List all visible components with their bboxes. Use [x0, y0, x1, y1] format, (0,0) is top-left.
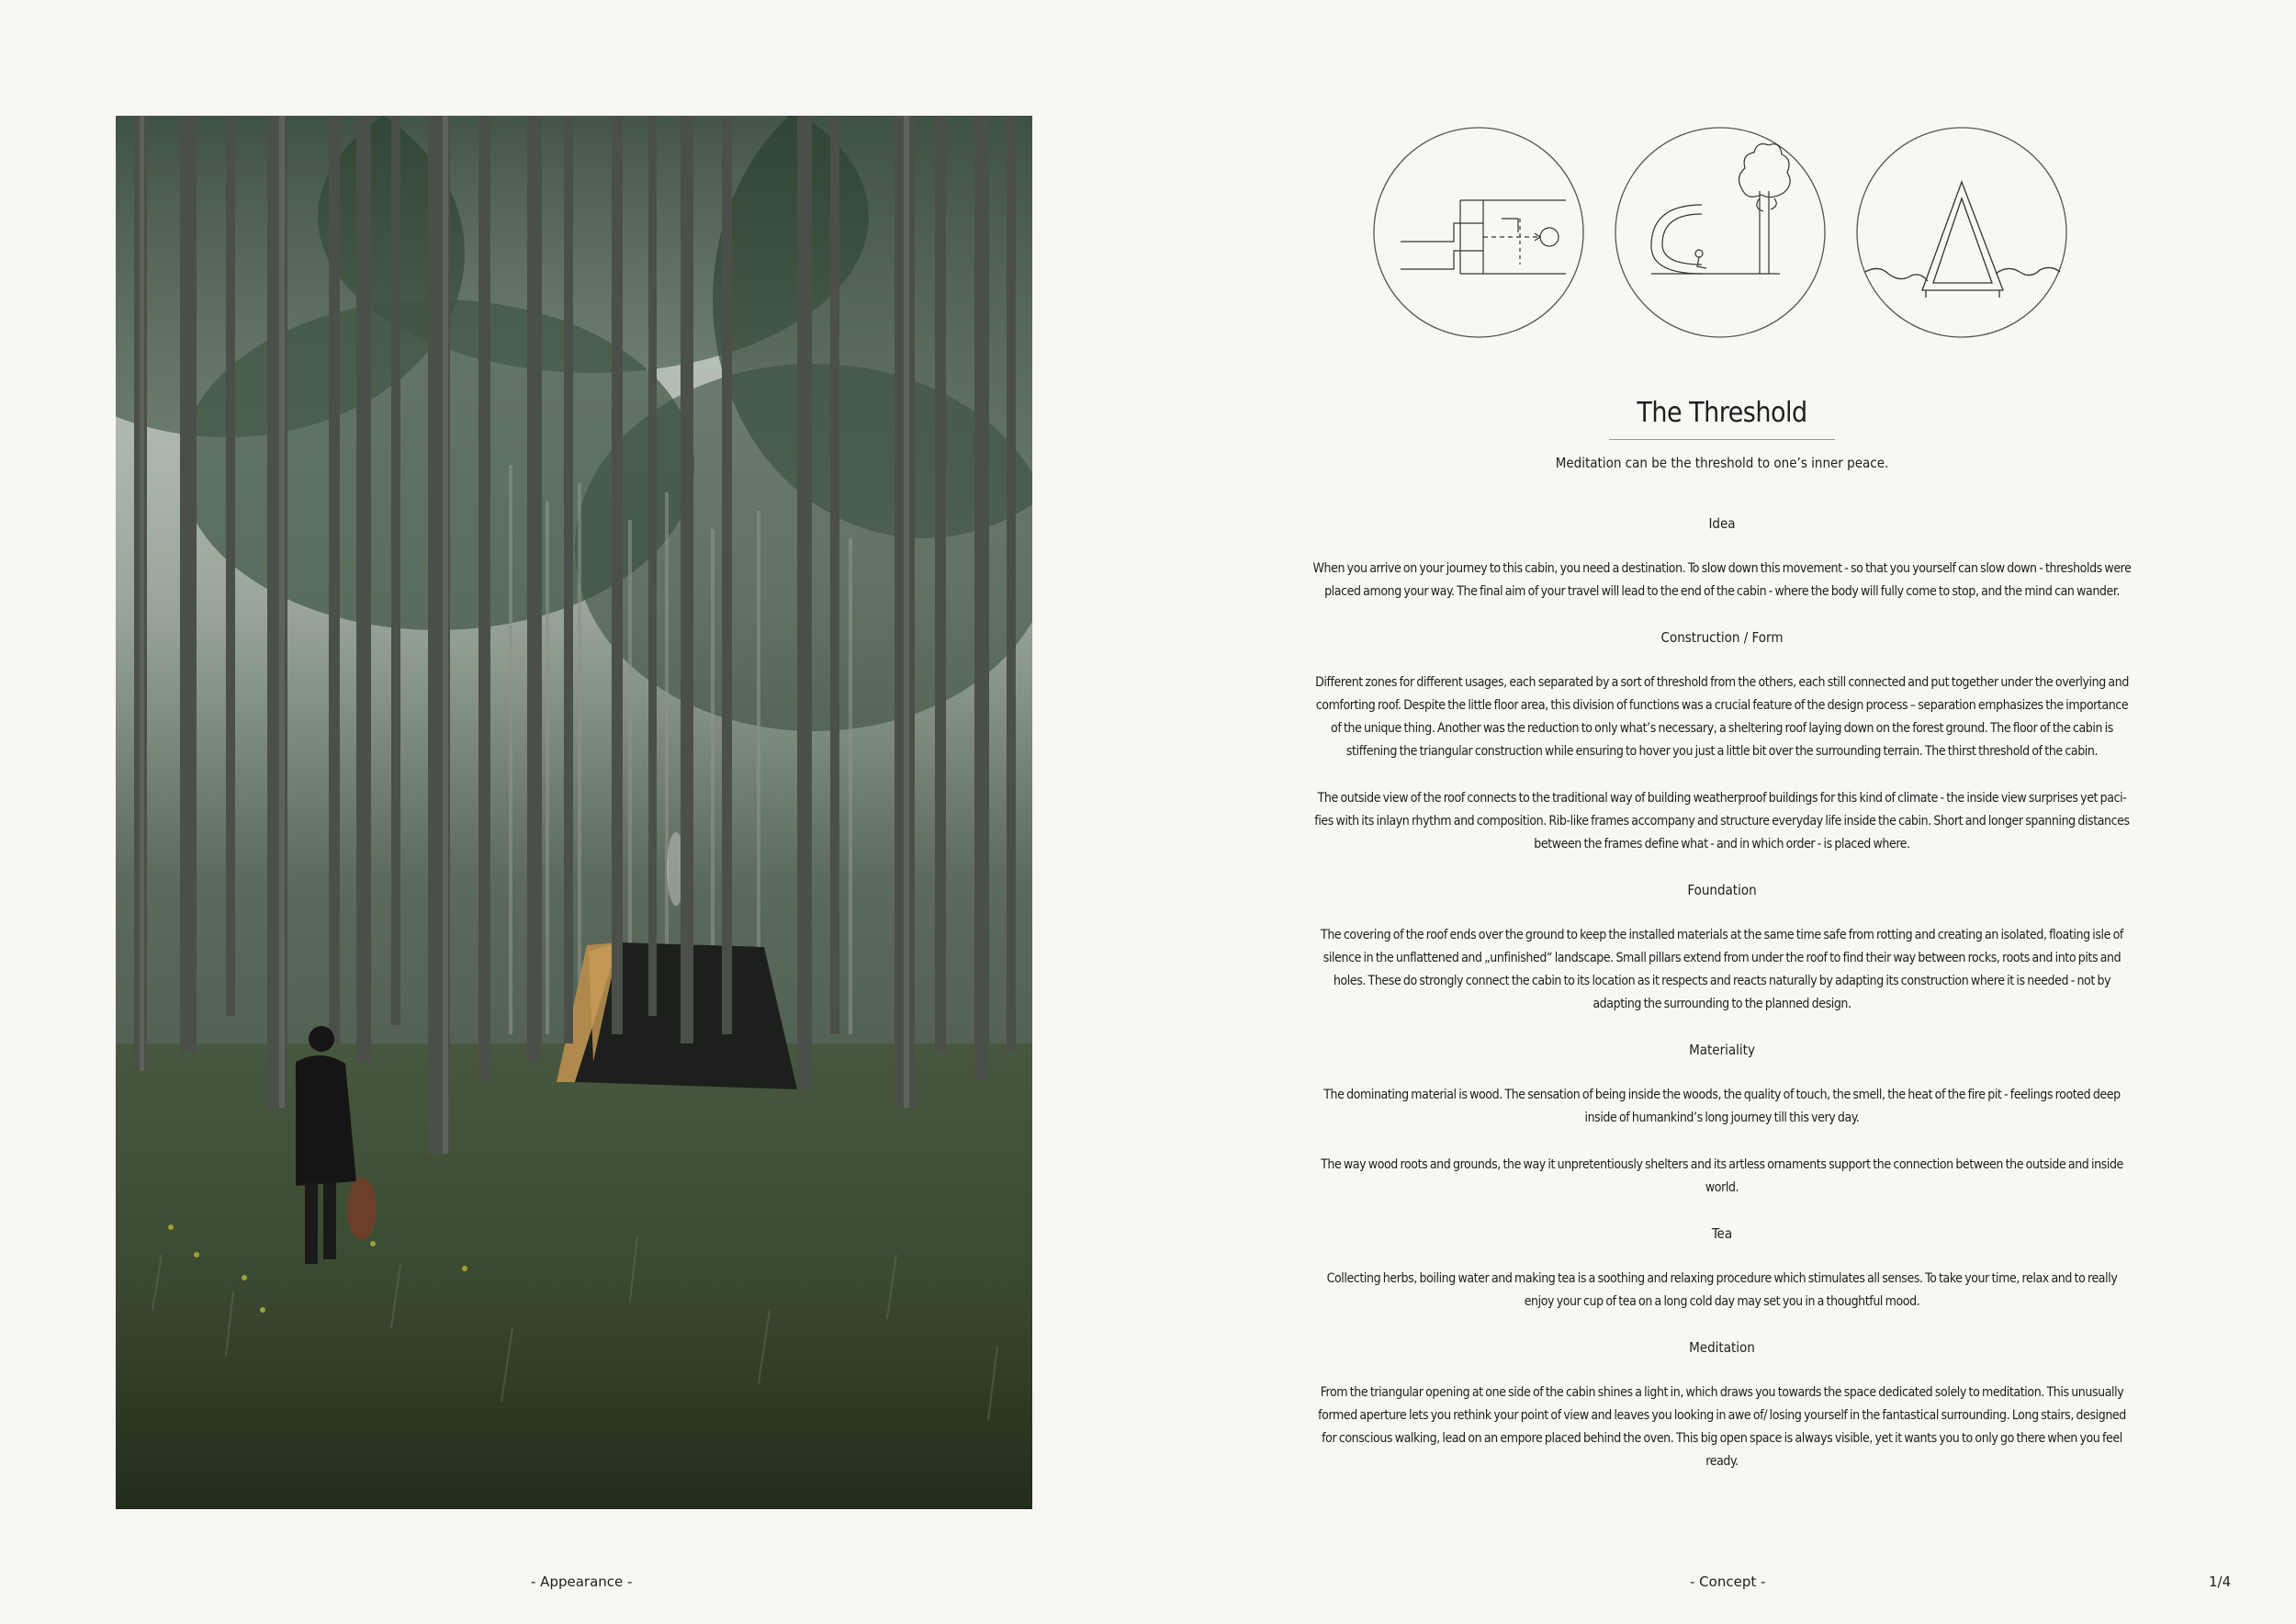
section-heading: Construction / Form [1660, 629, 1784, 646]
forest-cabin-photo [116, 116, 1032, 1509]
section-paragraph: Different zones for different usages, each separated by a sort of threshold from the others, each still connected and put together under the overlying and comforting roof. Despite the little floor area, this division of functions was a crucial feature of the design process – separation emphasizes the importance of the unique thing. Another was the reduction to only what’s necessary, a sheltering roof laying down on the forest ground. The floor of the cabin is stiffening the triangular construction while ensuring to hover you just a little bit over the surrounding terrain. The thirst threshold of the cabin. [1315, 675, 2129, 759]
section-heading: Idea [1708, 515, 1736, 532]
section-paragraph: From the triangular opening at one side of the cabin shines a light in, which draws you towards the space dedicated solely to meditation. This unusually formed aperture lets you rethink your point of view and leaves you looking in awe of/ losing yourself in the fantastical surrounding. Long stairs, designed for conscious walking, lead on an empore placed behind the oven. This big open space is always visible, yet it wants you to only go there when you feel ready. [1318, 1385, 2126, 1469]
section-heading: Meditation [1689, 1339, 1755, 1356]
section-paragraph: Collecting herbs, boiling water and making tea is a soothing and relaxing procedure which stimulates all senses. To take your time, relax and to really enjoy your cup of tea on a long cold day may set you in a thoughtful mood. [1326, 1271, 2118, 1309]
page-number: 1/4 [2209, 1573, 2232, 1590]
footer-concept-label: - Concept - [1690, 1573, 1766, 1590]
section-paragraph: The covering of the roof ends over the ground to keep the installed materials at the same time safe from rotting and creating an isolated, floating isle of silence in the unflattened and „unfinished“ landscape. Small pillars extend from under the roof to find their way between rocks, roots and into pits and holes. These do strongly connect the cabin to its location as it respects and reacts naturally by adapting its construction where it is needed - not by adapting the surrounding to the planned design. [1321, 928, 2123, 1011]
section-paragraph: The outside view of the roof connects to the traditional way of building weatherproof buildings for this kind of climate - the inside view surprises yet paci-fies with its inlayn rhythm and composition. Rib-like frames accompany and structure everyday life inside the cabin. Short and longer spanning distances between the frames define what - and in which order - is placed where. [1314, 791, 2130, 851]
person-tree-section-icon [1615, 127, 1826, 338]
section-paragraph: When you arrive on your journey to this cabin, you need a destination. To slow down this movement - so that you yourself can slow down - thresholds were placed among your way. The final aim of your travel will lead to the end of the cabin - where the body will fully come to stop, and the mind can wander. [1312, 561, 2132, 599]
section-heading: Materiality [1689, 1042, 1755, 1058]
threshold-plan-icon [1373, 127, 1584, 338]
subtitle: Meditation can be the threshold to one’s inner peace. [1555, 455, 1889, 471]
forest-illustration [116, 116, 1032, 1509]
section-paragraph: The dominating material is wood. The sensation of being inside the woods, the quality of touch, the smell, the heat of the fire pit - feelings rooted deep inside of humankind’s long journey till this very day. [1323, 1088, 2121, 1125]
section-heading: Foundation [1687, 882, 1757, 898]
section-paragraph: The way wood roots and grounds, the way it unpretentiously shelters and its artless ornaments support the connection between the outside and inside world. [1321, 1157, 2123, 1195]
page-title: The Threshold [1637, 397, 1807, 429]
sections [1311, 513, 2133, 1473]
footer-appearance-label: - Appearance - [531, 1573, 633, 1590]
a-frame-terrain-icon [1856, 127, 2067, 338]
concept-diagrams [1373, 127, 2067, 340]
concept-text [1311, 395, 2133, 1497]
title-underline [1609, 439, 1835, 440]
section-heading: Tea [1711, 1225, 1733, 1242]
